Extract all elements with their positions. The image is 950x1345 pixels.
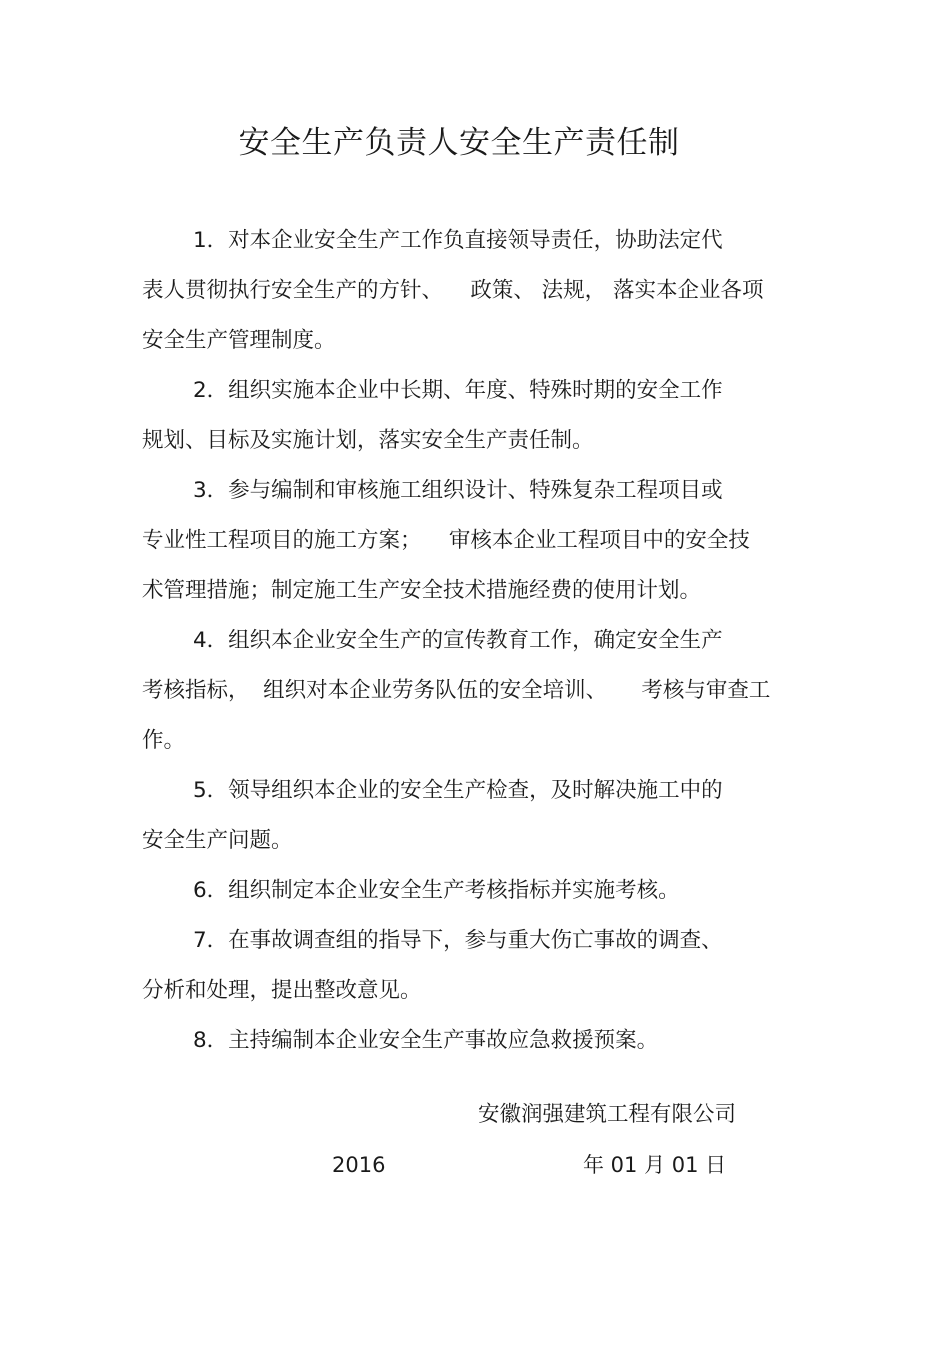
- date-year: 2016: [332, 1153, 386, 1177]
- item-5-line-2: 安全生产问题。: [142, 828, 293, 853]
- item-1-line-1: 1．对本企业安全生产工作负直接领导责任，协助法定代: [193, 228, 723, 253]
- item-4-line-1: 4．组织本企业安全生产的宣传教育工作，确定安全生产: [193, 628, 723, 653]
- document-title: 安全生产负责人安全生产责任制: [238, 125, 680, 161]
- item-1-line-3: 安全生产管理制度。: [142, 328, 336, 353]
- item-5-line-1: 5．领导组织本企业的安全生产检查，及时解决施工中的: [193, 778, 723, 803]
- item-3-line-2: 专业性工程项目的施工方案； 审核本企业工程项目中的安全技: [142, 528, 750, 553]
- item-8-line-1: 8．主持编制本企业安全生产事故应急救援预案。: [193, 1028, 659, 1053]
- item-7-line-2: 分析和处理，提出整改意见。: [142, 978, 422, 1003]
- item-6-line-1: 6．组织制定本企业安全生产考核指标并实施考核。: [193, 878, 680, 903]
- company-name: 安徽润强建筑工程有限公司: [478, 1102, 737, 1127]
- item-1-line-2: 表人贯彻执行安全生产的方针、 政策、 法规， 落实本企业各项: [142, 278, 764, 303]
- item-3-line-3: 术管理措施；制定施工生产安全技术措施经费的使用计划。: [142, 578, 702, 603]
- item-3-line-1: 3．参与编制和审核施工组织设计、特殊复杂工程项目或: [193, 478, 723, 503]
- item-7-line-1: 7．在事故调查组的指导下，参与重大伤亡事故的调查、: [193, 928, 723, 953]
- item-2-line-2: 规划、目标及实施计划，落实安全生产责任制。: [142, 428, 594, 453]
- date-month-day: 年 01 月 01 日: [583, 1153, 727, 1177]
- item-4-line-2: 考核指标， 组织对本企业劳务队伍的安全培训、 考核与审查工: [142, 678, 771, 703]
- item-2-line-1: 2．组织实施本企业中长期、年度、特殊时期的安全工作: [193, 378, 723, 403]
- item-4-line-3: 作。: [142, 728, 186, 753]
